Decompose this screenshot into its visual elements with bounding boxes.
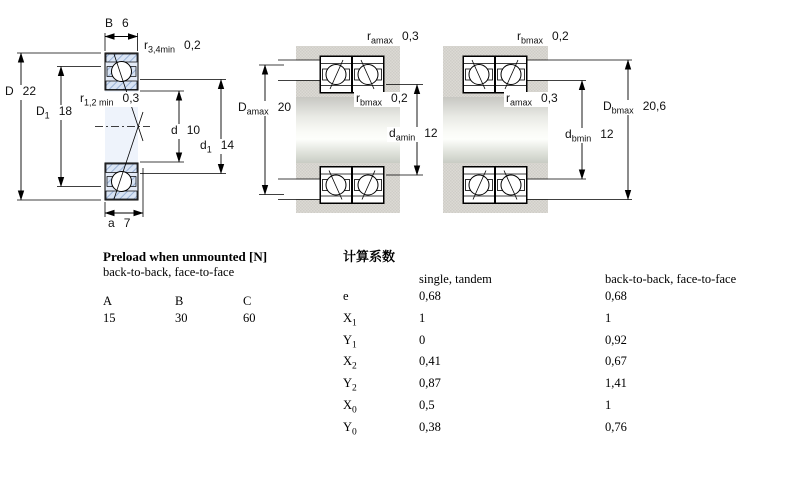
preload-col-header: B (175, 294, 184, 308)
factor-value-btb: 1,41 (605, 376, 627, 391)
factor-value-single: 0,5 (419, 397, 435, 412)
factor-value-single: 0,41 (419, 354, 441, 369)
factors-empty-header (343, 270, 419, 288)
dim-symbol: r (144, 38, 148, 52)
dim-symbol: D (5, 84, 14, 98)
factor-symbol: e (343, 289, 349, 303)
preload-table-subtitle: back-to-back, face-to-face (103, 265, 235, 279)
dim-sub: 1 (44, 110, 50, 121)
dim-symbol: r (80, 91, 84, 105)
dim-symbol: D (238, 100, 247, 114)
factor-value-btb: 0,76 (605, 419, 627, 434)
preload-value: 30 (175, 311, 188, 325)
dim-label-ramax-right (504, 92, 560, 107)
dim-value: 14 (220, 138, 235, 152)
factor-value-single: 1 (419, 310, 426, 325)
dim-symbol: D (36, 104, 45, 118)
dim-symbol: r (506, 91, 510, 105)
dim-symbol: B (105, 16, 114, 30)
dim-sub: amax (510, 97, 533, 108)
dim-value: 0,3 (402, 29, 419, 43)
dim-sub: bmin (571, 133, 592, 144)
dim-value: 6 (122, 16, 129, 30)
factor-symbol: $Y_1$ (343, 332, 357, 351)
dim-symbol: a (108, 216, 115, 230)
dim-label-Damax (236, 101, 293, 116)
dim-label-D1 (34, 105, 74, 120)
preload-table (103, 249, 323, 326)
dim-value: 0,3 (122, 91, 140, 105)
dim-value: 7 (123, 216, 131, 230)
preload-col-header: C (243, 294, 252, 308)
dim-symbol: r (517, 29, 521, 43)
dim-value: 20 (277, 100, 292, 114)
dim-value: 0,2 (391, 91, 408, 105)
factor-symbol: $X_2$ (343, 354, 357, 372)
preload-table-grid (103, 293, 323, 326)
factor-value-btb: 1 (605, 397, 612, 412)
factor-value-single: 0,87 (419, 376, 441, 391)
factors-col-single-header: single, tandem (419, 272, 492, 286)
dim-symbol: d (565, 127, 572, 141)
dim-symbol: r (367, 29, 371, 43)
factor-value-single: 0,38 (419, 419, 441, 434)
dim-value: 12 (424, 126, 438, 140)
dim-sub: 1 (206, 144, 212, 155)
dim-label-rbmax-right (515, 30, 571, 45)
dim-value: 12 (600, 127, 614, 141)
dim-symbol: d (200, 138, 207, 152)
dim-sub: bmax (611, 105, 634, 116)
dim-label-Dbmax (601, 100, 668, 115)
factor-value-btb: 0,68 (605, 289, 627, 303)
preload-value: 15 (103, 311, 116, 325)
factors-table-title: 计算系数 (343, 249, 396, 264)
dim-value: 22 (22, 84, 37, 98)
dim-label-d (169, 124, 202, 139)
factor-symbol: $X_0$ (343, 397, 357, 416)
dim-sub: amax (246, 106, 269, 117)
factor-value-btb: 0,67 (605, 354, 627, 369)
factors-table-grid (343, 270, 800, 441)
factor-symbol: $X_1$ (343, 310, 357, 329)
dim-value: 0,2 (552, 29, 569, 43)
factor-value-btb: 0,92 (605, 332, 627, 347)
dim-label-D (3, 85, 38, 100)
preload-value: 60 (243, 311, 256, 325)
factor-symbol: $Y_2$ (343, 376, 357, 394)
dim-label-rbmax-middle (354, 92, 410, 107)
calculation-factors-table (343, 249, 800, 441)
dim-symbol: d (389, 126, 396, 140)
dim-label-r34min (142, 39, 203, 54)
dim-sub: 1,2 min (84, 97, 114, 108)
dim-sub: amax (371, 35, 394, 46)
dim-label-damin (387, 127, 440, 142)
dim-symbol: d (171, 123, 178, 137)
factor-symbol: $Y_0$ (343, 419, 357, 438)
dim-value: 20,6 (642, 99, 667, 113)
dim-label-a (106, 217, 132, 232)
dim-sub: 3,4min (148, 44, 176, 55)
dim-sub: amin (395, 132, 416, 143)
factor-value-btb: 1 (605, 310, 612, 325)
factor-value-single: 0,68 (419, 289, 441, 303)
dim-value: 0,3 (541, 91, 558, 105)
dim-value: 10 (186, 123, 201, 137)
preload-table-title: Preload when unmounted [N] (103, 249, 268, 264)
dim-symbol: D (603, 99, 612, 113)
preload-col-header: A (103, 294, 113, 308)
dim-symbol: r (356, 91, 360, 105)
dim-label-B (103, 17, 131, 32)
dim-label-r12min (78, 92, 141, 107)
dim-label-ramax-middle (365, 30, 421, 45)
dim-sub: bmax (521, 35, 544, 46)
dim-label-dbmin (563, 128, 616, 143)
dim-sub: bmax (360, 97, 383, 108)
dim-value: 18 (58, 104, 73, 118)
factors-col-btb-header: back-to-back, face-to-face (605, 272, 737, 286)
dim-label-d1 (198, 139, 236, 154)
factor-value-single: 0 (419, 332, 426, 347)
dim-value: 0,2 (184, 38, 201, 52)
